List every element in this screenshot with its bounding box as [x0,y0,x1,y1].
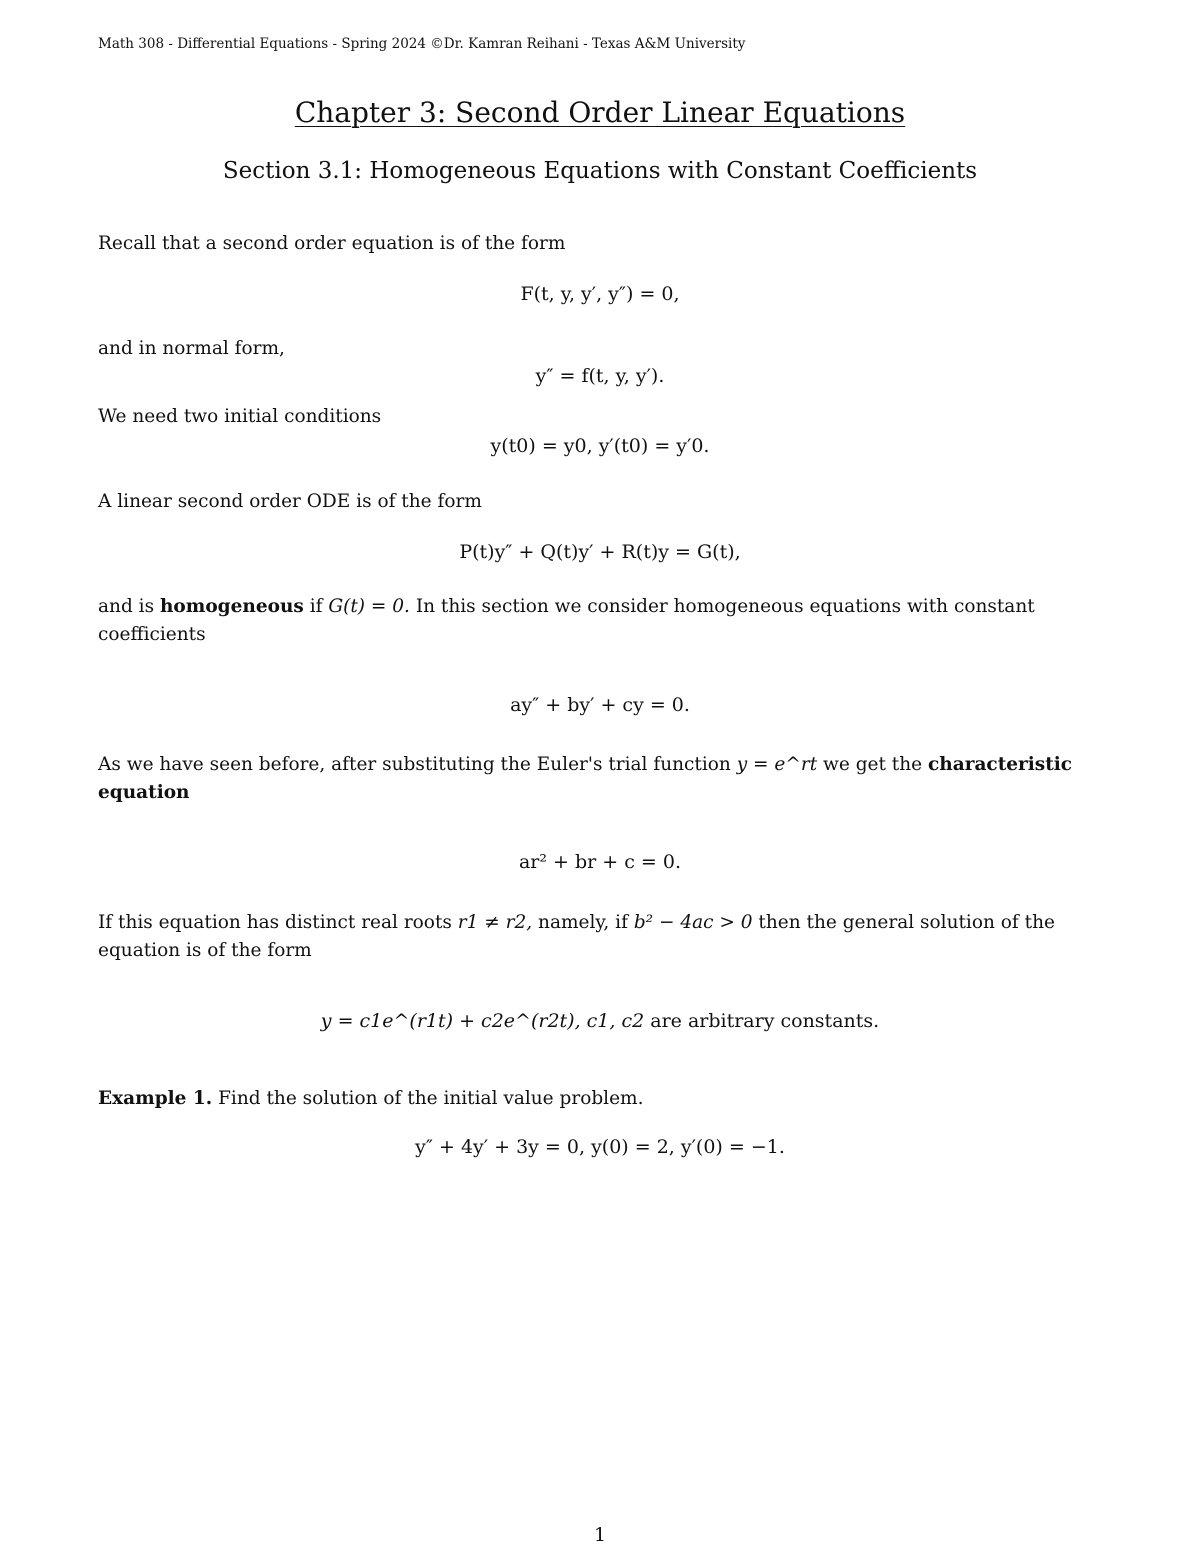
solution-math: y = c1e^(r1t) + c2e^(r2t), c1, c2 [320,1010,645,1032]
text: and is [98,596,155,617]
inline-math: G(t) = 0. [328,596,410,617]
paragraph-homogeneous [98,593,1098,649]
chapter-title [0,96,1200,129]
page-header: Math 308 - Differential Equations - Spring 2024 ©Dr. Kamran Reihani - Texas A&M University [98,36,746,52]
term-characteristic-equation: characteristic equation [98,754,1073,803]
text: if [309,596,323,617]
equation-general-solution [0,1010,1200,1032]
example-label: Example 1. [98,1088,213,1109]
example-1 [98,1085,1098,1113]
text: we get the [823,754,923,775]
section-title: Section 3.1: Homogeneous Equations with Constant Coefficients [222,158,978,184]
inline-math: r1 ≠ r2, [457,912,533,933]
equation-linear-ode: P(t)y″ + Q(t)y′ + R(t)y = G(t), [459,541,741,563]
text: In this section we consider homogeneous equations with constant coefficients [98,596,1035,645]
paragraph-initial-conditions: We need two initial conditions [98,406,382,427]
equation-example-ivp: y″ + 4y′ + 3y = 0, y(0) = 2, y′(0) = −1. [415,1136,785,1158]
equation-constant-coefficients: ay″ + by′ + cy = 0. [510,694,690,716]
text: As we have seen before, after substituting the Euler's trial function [98,754,731,775]
term-homogeneous: homogeneous [159,596,304,617]
equation-general-form: F(t, y, y′, y″) = 0, [520,283,680,305]
page-number: 1 [593,1524,607,1546]
paragraph-linear-ode: A linear second order ODE is of the form [98,491,482,512]
equation-initial-conditions: y(t0) = y0, y′(t0) = y′0. [490,435,710,457]
text: namely, if [538,912,628,933]
chapter-title-text: Chapter 3: Second Order Linear Equations [294,96,906,129]
inline-math: b² − 4ac > 0 [633,912,753,933]
text: If this equation has distinct real roots [98,912,452,933]
text: then the general solution of the equation is of the form [98,912,1055,961]
solution-text: are arbitrary constants. [650,1010,880,1032]
paragraph-distinct-roots [98,909,1098,965]
inline-math: y = e^rt [736,754,818,775]
paragraph-recall: Recall that a second order equation is of the form [98,233,566,254]
equation-characteristic: ar² + br + c = 0. [518,851,682,873]
example-text: Find the solution of the initial value problem. [218,1088,644,1109]
equation-normal-form: y″ = f(t, y, y′). [535,365,665,387]
paragraph-normal-form: and in normal form, [98,338,285,359]
paragraph-characteristic [98,751,1098,807]
